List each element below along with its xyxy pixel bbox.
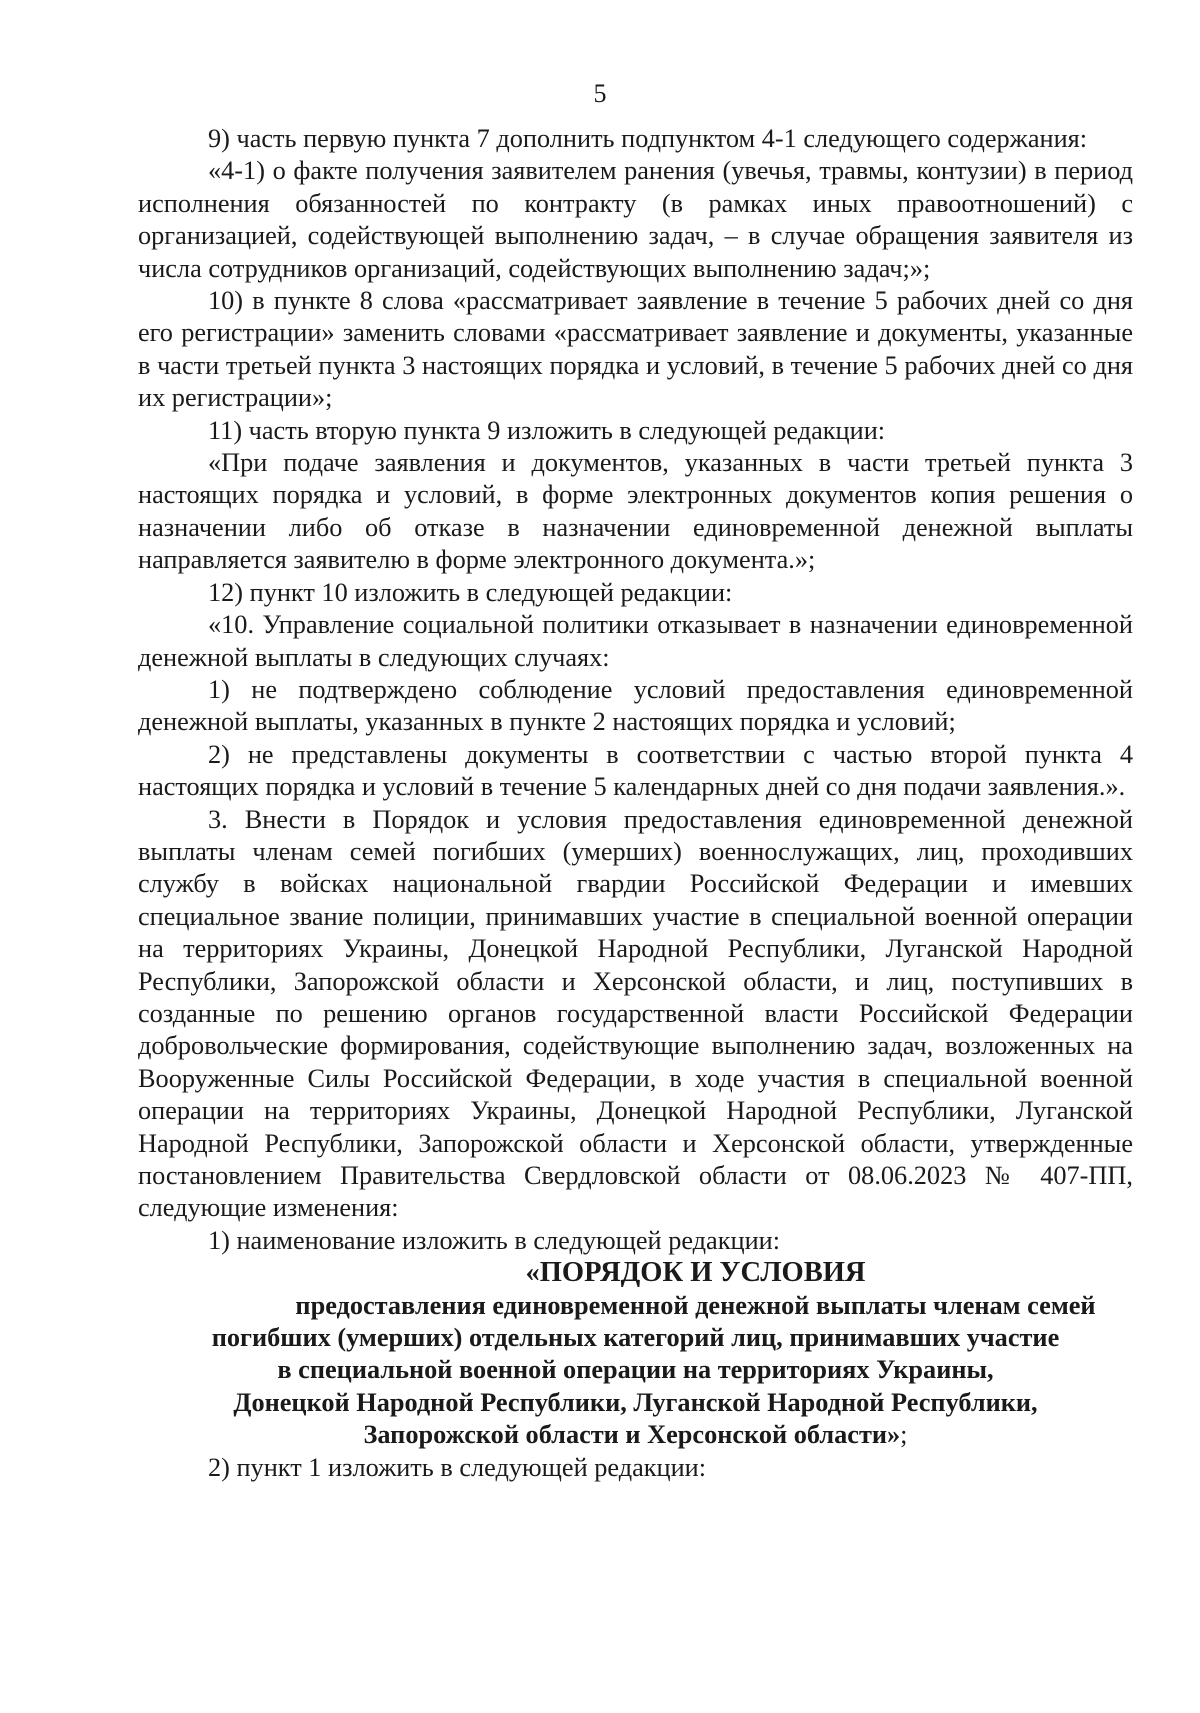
title-main: «ПОРЯДОК И УСЛОВИЯ — [525, 1257, 866, 1289]
paragraph-item-12: 12) пункт 10 изложить в следующей редакции: — [208, 577, 733, 607]
document-body — [138, 123, 1133, 1484]
paragraph-section-3: 3. Внести в Порядок и условия предоставления единовременной денежной выплаты членам семей погибших (умерших) военнослужащих, лиц, проходивших службу в войсках национальной гвардии Российской Федерации и имевших специальное звание полиции, принимавших участие в специальной военной операции на территориях Украины, Донецкой Народной Республики, Луганской Народной Республики, Запорожской области и Херсонской области, и лиц, поступивших в созданные по решению органов государственной власти Российской Федерации добровольческие формирования, содействующие выполнению задач, возложенных на Вооруженные Силы Российской Федерации, в ходе участия в специальной военной операции на территориях Украины, Донецкой Народной Республики, Луганской Народной Республики, Запорожской области и Херсонской области, утвержденные постановлением Правительства Свердловской области от 08.06.2023 № 407-ПП, следующие изменения: — [138, 804, 1133, 1223]
document-title-block — [138, 1257, 1133, 1451]
title-line-4: Донецкой Народной Республики, Луганской Народной Республики, — [233, 1387, 1038, 1417]
title-line-3: в специальной военной операции на территориях Украины, — [277, 1355, 994, 1385]
paragraph-item-11-text: «При подаче заявления и документов, указанных в части третьей пункта 3 настоящих порядка и условий, в форме электронных документов копия решения о назначении либо об отказе в назначении единовременной денежной выплаты направляется заявителю в форме электронного документа.»; — [138, 448, 1133, 575]
paragraph-point-10-case-2: 2) не представлены документы в соответствии с частью второй пункта 4 настоящих порядка и условий в течение 5 календарных дней со дня подачи заявления.». — [138, 739, 1133, 802]
paragraph-item-11: 11) часть вторую пункта 9 изложить в следующей редакции: — [208, 415, 886, 445]
paragraph-point-10-case-1: 1) не подтверждено соблюдение условий предоставления единовременной денежной выплаты, указанных в пункте 2 настоящих порядка и условий; — [138, 674, 1133, 737]
title-line-1: предоставления единовременной денежной выплаты членам семей — [295, 1290, 1096, 1320]
paragraph-item-9: 9) часть первую пункта 7 дополнить подпунктом 4-1 следующего содержания: — [208, 124, 1088, 153]
paragraph-point-10: «10. Управление социальной политики отказывает в назначении единовременной денежной выплаты в следующих случаях: — [138, 610, 1133, 672]
paragraph-change-1: 1) наименование изложить в следующей редакции: — [208, 1225, 781, 1255]
paragraph-subitem-4-1: «4-1) о факте получения заявителем ранения (увечья, травмы, контузии) в период исполнения обязанностей по контракту (в рамках иных правоотношений) с организацией, содействующей выполнению задач, – в случае обращения заявителя из числа сотрудников организаций, содействующих выполнению задач;»; — [138, 156, 1133, 283]
title-line-5-text: Запорожской области и Херсонской области» — [363, 1420, 901, 1450]
paragraph-item-10: 10) в пункте 8 слова «рассматривает заявление в течение 5 рабочих дней со дня его регистрации» заменить словами «рассматривает заявление и документы, указанные в части третьей пункта 3 настоящих порядка и условий, в течение 5 рабочих дней со дня их регистрации»; — [138, 286, 1133, 413]
paragraph-change-2: 2) пункт 1 изложить в следующей редакции: — [208, 1452, 707, 1482]
title-line-5 — [138, 1419, 1133, 1451]
title-line-5-suffix: ; — [900, 1420, 908, 1450]
page-number: 5 — [593, 79, 607, 108]
title-line-2: погибших (умерших) отдельных категорий лиц, принимавших участие — [211, 1323, 1060, 1353]
